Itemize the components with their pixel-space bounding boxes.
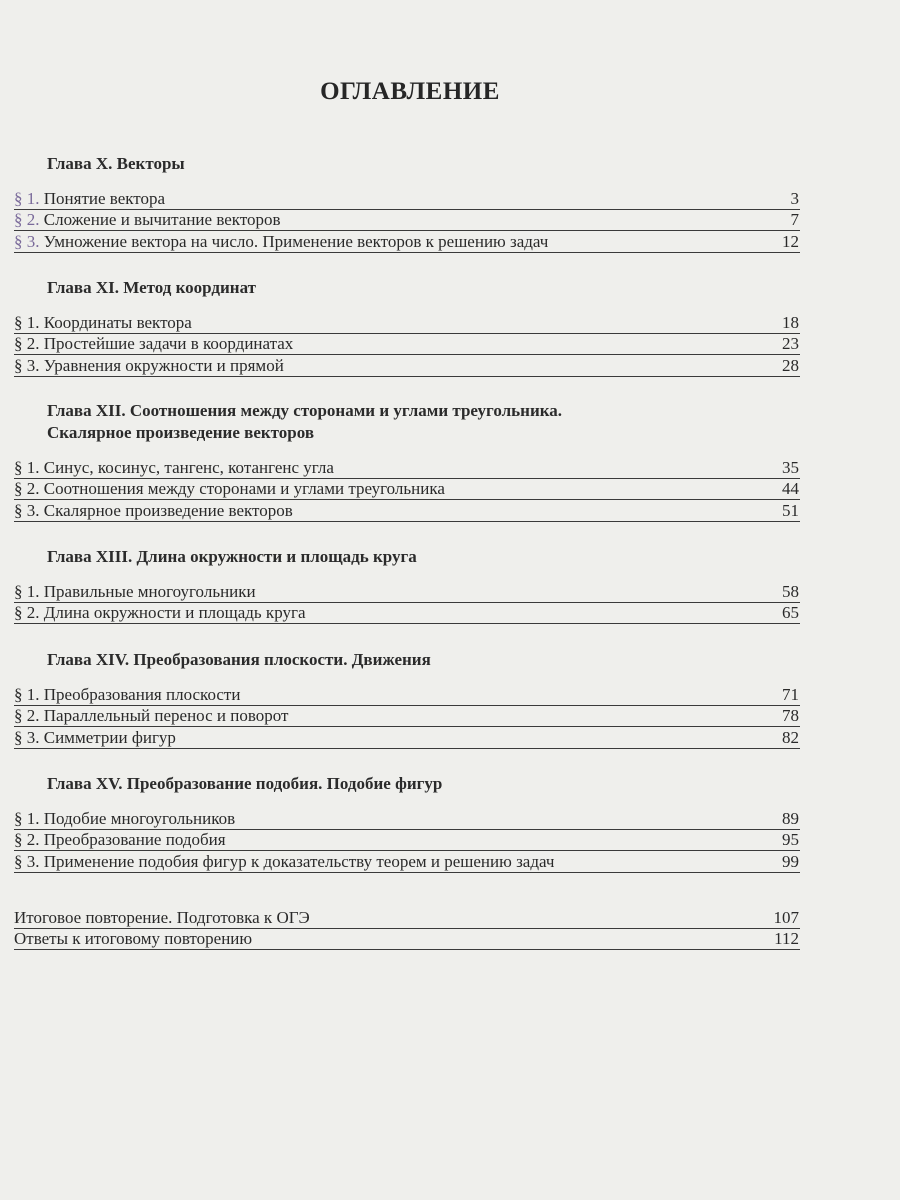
- toc-entry[interactable]: [14, 231, 800, 253]
- page-number: 3: [790, 188, 799, 208]
- chapter-heading: Глава XII. Соотношения между сторонами и углами треугольника.: [47, 401, 563, 420]
- page-number: 51: [782, 500, 799, 520]
- entry-title: Сложение и вычитание векторов: [43, 210, 281, 229]
- page-title: ОГЛАВЛЕНИЕ: [320, 78, 500, 105]
- page-number: 107: [773, 907, 799, 927]
- entry-title: Уравнения окружности и прямой: [43, 355, 284, 375]
- paragraph-number: § 2.: [14, 210, 40, 229]
- page-number: 82: [782, 727, 799, 747]
- entry-title: Скалярное произведение векторов: [43, 500, 293, 520]
- toc-entry[interactable]: [14, 581, 800, 603]
- paragraph-number: § 1.: [14, 808, 40, 828]
- page-number: 58: [782, 581, 799, 601]
- page-number: 35: [782, 457, 799, 477]
- entry-title: Синус, косинус, тангенс, котангенс угла: [43, 457, 334, 477]
- chapter-15: [14, 773, 800, 873]
- paragraph-number: § 2.: [14, 830, 40, 849]
- page-number: 99: [782, 851, 799, 871]
- entry-title: Понятие вектора: [43, 188, 166, 208]
- paragraph-number: § 3.: [14, 231, 40, 251]
- page-number: 7: [790, 210, 799, 229]
- toc-entry[interactable]: [14, 684, 800, 706]
- toc-entry[interactable]: [14, 706, 800, 728]
- entry-title: Преобразования плоскости: [43, 684, 241, 704]
- toc-entry[interactable]: [14, 334, 800, 356]
- page-number: 18: [782, 312, 799, 332]
- paragraph-number: § 2.: [14, 603, 40, 622]
- paragraph-number: § 1.: [14, 581, 40, 601]
- paragraph-number: § 2.: [14, 479, 40, 498]
- entry-title: Итоговое повторение. Подготовка к ОГЭ: [14, 907, 310, 927]
- page-number: 65: [782, 603, 799, 622]
- page-number: 78: [782, 706, 799, 725]
- entry-title: Умножение вектора на число. Применение векторов к решению задач: [43, 231, 549, 251]
- paragraph-number: § 3.: [14, 355, 40, 375]
- toc-entry[interactable]: [14, 355, 800, 377]
- chapter-heading-continued: Скалярное произведение векторов: [47, 423, 315, 442]
- toc-entry[interactable]: [14, 210, 800, 232]
- entry-title: Подобие многоугольников: [43, 808, 236, 828]
- toc-entry[interactable]: [14, 479, 800, 501]
- entry-title: Соотношения между сторонами и углами треугольника: [43, 479, 445, 498]
- page-number: 28: [782, 355, 799, 375]
- toc-entry[interactable]: [14, 312, 800, 334]
- toc-entry-answers[interactable]: [14, 929, 800, 951]
- chapter-13: [14, 546, 800, 624]
- toc-entry[interactable]: [14, 500, 800, 522]
- toc-entry[interactable]: [14, 830, 800, 852]
- toc-entry[interactable]: [14, 188, 800, 210]
- page-number: 95: [782, 830, 799, 849]
- paragraph-number: § 1.: [14, 684, 40, 704]
- paragraph-number: § 1.: [14, 457, 40, 477]
- page-number: 89: [782, 808, 799, 828]
- chapter-10: [14, 153, 800, 253]
- chapter-heading: Глава X. Векторы: [47, 154, 185, 173]
- toc-entry[interactable]: [14, 457, 800, 479]
- toc-entry[interactable]: [14, 808, 800, 830]
- entry-title: Длина окружности и площадь круга: [43, 603, 306, 622]
- entry-title: Координаты вектора: [43, 312, 192, 332]
- paragraph-number: § 3.: [14, 500, 40, 520]
- paragraph-number: § 3.: [14, 851, 40, 871]
- chapter-heading: Глава XIV. Преобразования плоскости. Движения: [47, 650, 431, 669]
- entry-title: Симметрии фигур: [43, 727, 176, 747]
- toc-entry-final-review[interactable]: [14, 907, 800, 929]
- page-number: 12: [782, 231, 799, 251]
- chapter-heading: Глава XI. Метод координат: [47, 278, 257, 297]
- entry-title: Параллельный перенос и поворот: [43, 706, 289, 725]
- paragraph-number: § 3.: [14, 727, 40, 747]
- chapter-11: [14, 277, 800, 377]
- entry-title: Преобразование подобия: [43, 830, 226, 849]
- toc-entry[interactable]: [14, 603, 800, 625]
- chapter-heading: Глава XIII. Длина окружности и площадь круга: [47, 547, 417, 566]
- paragraph-number: § 1.: [14, 188, 40, 208]
- page-number: 112: [774, 929, 799, 948]
- final-section: [14, 907, 800, 950]
- page-number: 23: [782, 334, 799, 353]
- chapter-heading: Глава XV. Преобразование подобия. Подобие фигур: [47, 774, 443, 793]
- paragraph-number: § 2.: [14, 334, 40, 353]
- page-number: 44: [782, 479, 799, 498]
- entry-title: Правильные многоугольники: [43, 581, 256, 601]
- chapter-12: [14, 400, 800, 522]
- paragraph-number: § 2.: [14, 706, 40, 725]
- paragraph-number: § 1.: [14, 312, 40, 332]
- entry-title: Применение подобия фигур к доказательству теорем и решению задач: [43, 851, 555, 871]
- toc-entry[interactable]: [14, 727, 800, 749]
- toc-entry[interactable]: [14, 851, 800, 873]
- entry-title: Ответы к итоговому повторению: [14, 929, 253, 948]
- page-number: 71: [782, 684, 799, 704]
- chapter-14: [14, 649, 800, 749]
- entry-title: Простейшие задачи в координатах: [43, 334, 294, 353]
